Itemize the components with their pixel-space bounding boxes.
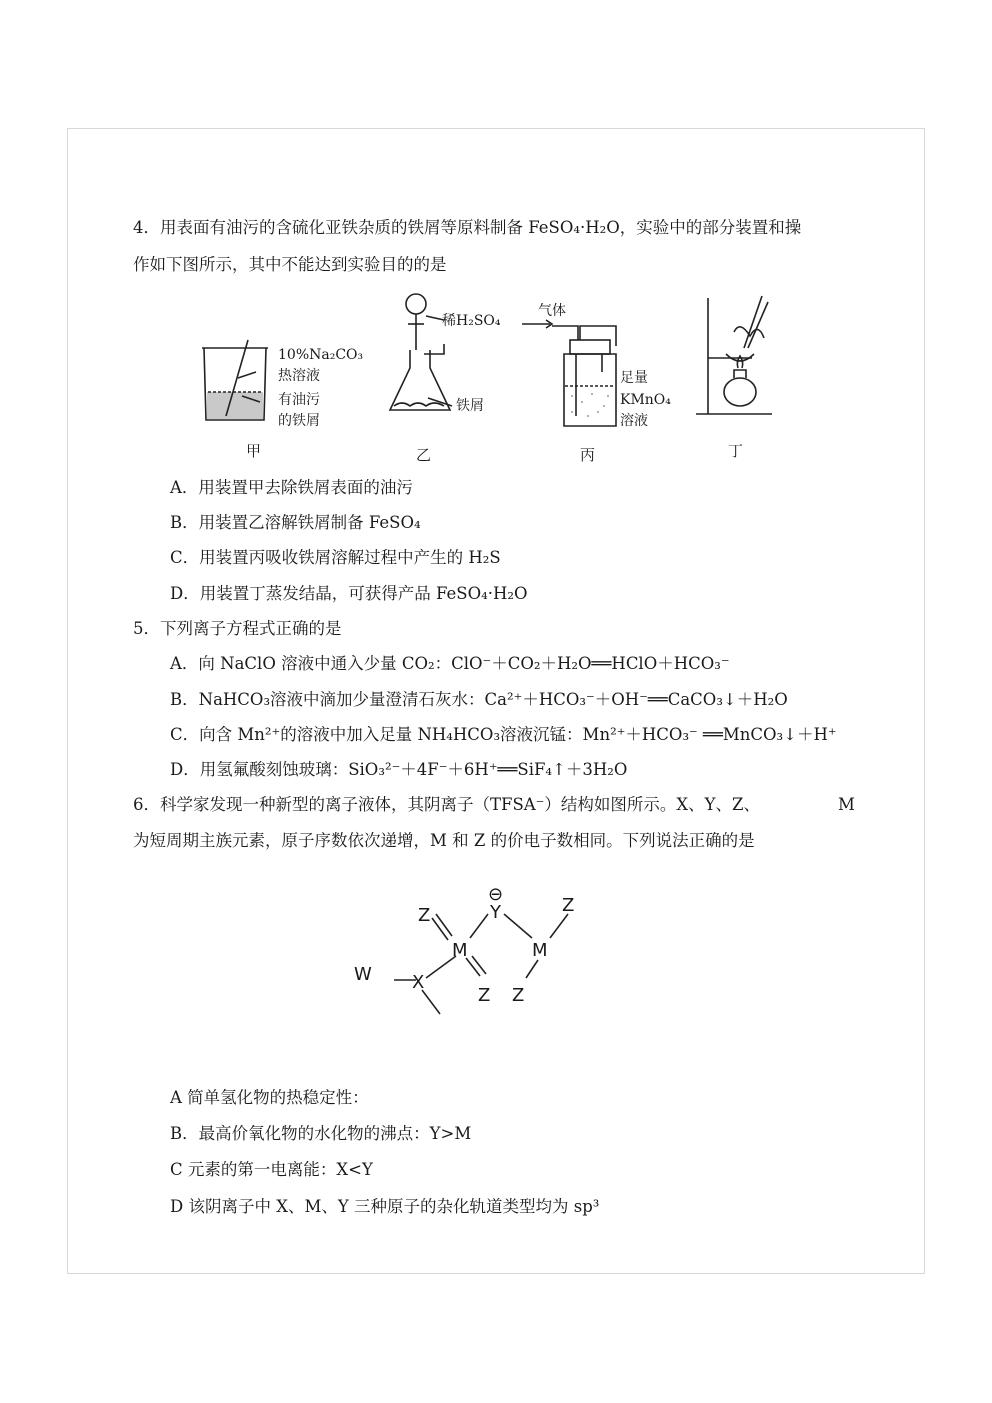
q6-option-b: B．最高价氧化物的水化物的沸点：Y>M bbox=[170, 1124, 472, 1143]
bing-caption: 丙 bbox=[580, 446, 596, 464]
atom-x: X bbox=[412, 972, 425, 993]
q5-stem: 5．下列离子方程式正确的是 bbox=[133, 619, 342, 638]
jia-label-iron: 的铁屑 bbox=[278, 413, 320, 429]
q4-option-b: B．用装置乙溶解铁屑制备 FeSO₄ bbox=[170, 513, 421, 532]
jia-label-oily: 有油污 bbox=[278, 392, 320, 408]
apparatus-ding-stand bbox=[692, 292, 782, 422]
q6-stem-line2: 为短周期主族元素，原子序数依次递增，M 和 Z 的价电子数相同。下列说法正确的是 bbox=[133, 831, 755, 850]
bing-label-gas: 气体 bbox=[538, 303, 566, 319]
atom-z-bottom-right: Z bbox=[512, 985, 525, 1006]
q6-option-c: C 元素的第一电离能：X<Y bbox=[170, 1160, 373, 1179]
q5-option-a: A．向 NaClO 溶液中通入少量 CO₂：ClO⁻＋CO₂＋H₂O══HClO＋HCO₃⁻ bbox=[170, 654, 730, 673]
q4-stem-line1: 4．用表面有油污的含硫化亚铁杂质的铁屑等原料制备 FeSO₄·H₂O，实验中的部分装置和操 bbox=[133, 218, 802, 237]
jia-caption: 甲 bbox=[246, 442, 262, 460]
q4-stem-line2: 作如下图所示，其中不能达到实验目的的是 bbox=[133, 255, 447, 274]
yi-label-acid: 稀H₂SO₄ bbox=[442, 313, 501, 329]
atom-z-bottom-left: Z bbox=[478, 985, 491, 1006]
q4-option-c: C．用装置丙吸收铁屑溶解过程中产生的 H₂S bbox=[170, 548, 501, 567]
atom-m-left: M bbox=[452, 940, 468, 961]
atom-m-right: M bbox=[532, 940, 548, 961]
q5-option-b: B．NaHCO₃溶液中滴加少量澄清石灰水：Ca²⁺＋HCO₃⁻＋OH⁻══CaCO₃↓＋H₂O bbox=[170, 690, 788, 709]
atom-w: W bbox=[354, 964, 372, 985]
q6-option-a: A 简单氢化物的热稳定性： bbox=[170, 1088, 369, 1107]
apparatus-jia-beaker bbox=[198, 338, 278, 428]
q4-option-a: A．用装置甲去除铁屑表面的油污 bbox=[170, 478, 413, 497]
atom-y-center: Y bbox=[490, 902, 501, 923]
ding-caption: 丁 bbox=[728, 442, 744, 460]
q6-option-d: D 该阴离子中 X、M、Y 三种原子的杂化轨道类型均为 sp³ bbox=[170, 1197, 600, 1216]
q6-stem-line1-end: M bbox=[838, 795, 855, 814]
jia-label-na2co3: 10%Na₂CO₃ bbox=[278, 347, 364, 363]
q6-stem-line1: 6．科学家发现一种新型的离子液体，其阴离子（TFSA⁻）结构如图所示。X、Y、Z、 bbox=[133, 795, 760, 814]
atom-z-top-left: Z bbox=[418, 905, 431, 926]
anion-charge-symbol: ⊖ bbox=[488, 884, 504, 905]
atom-z-top-right: Z bbox=[562, 895, 575, 916]
apparatus-bing-bottle bbox=[520, 316, 620, 436]
bing-label-solution: 溶液 bbox=[620, 413, 648, 429]
yi-caption: 乙 bbox=[416, 446, 432, 464]
yi-label-iron: 铁屑 bbox=[456, 398, 484, 414]
q5-option-c: C．向含 Mn²⁺的溶液中加入足量 NH₄HCO₃溶液沉锰：Mn²⁺＋HCO₃⁻ ══MnCO₃↓＋H⁺ bbox=[170, 725, 837, 744]
bing-label-kmno4: KMnO₄ bbox=[620, 392, 671, 408]
bing-label-sufficient: 足量 bbox=[620, 370, 648, 386]
q5-option-d: D．用氢氟酸刻蚀玻璃：SiO₃²⁻＋4F⁻＋6H⁺══SiF₄↑＋3H₂O bbox=[170, 760, 628, 779]
q4-option-d: D．用装置丁蒸发结晶，可获得产品 FeSO₄·H₂O bbox=[170, 584, 528, 603]
jia-label-hot-solution: 热溶液 bbox=[278, 368, 320, 384]
